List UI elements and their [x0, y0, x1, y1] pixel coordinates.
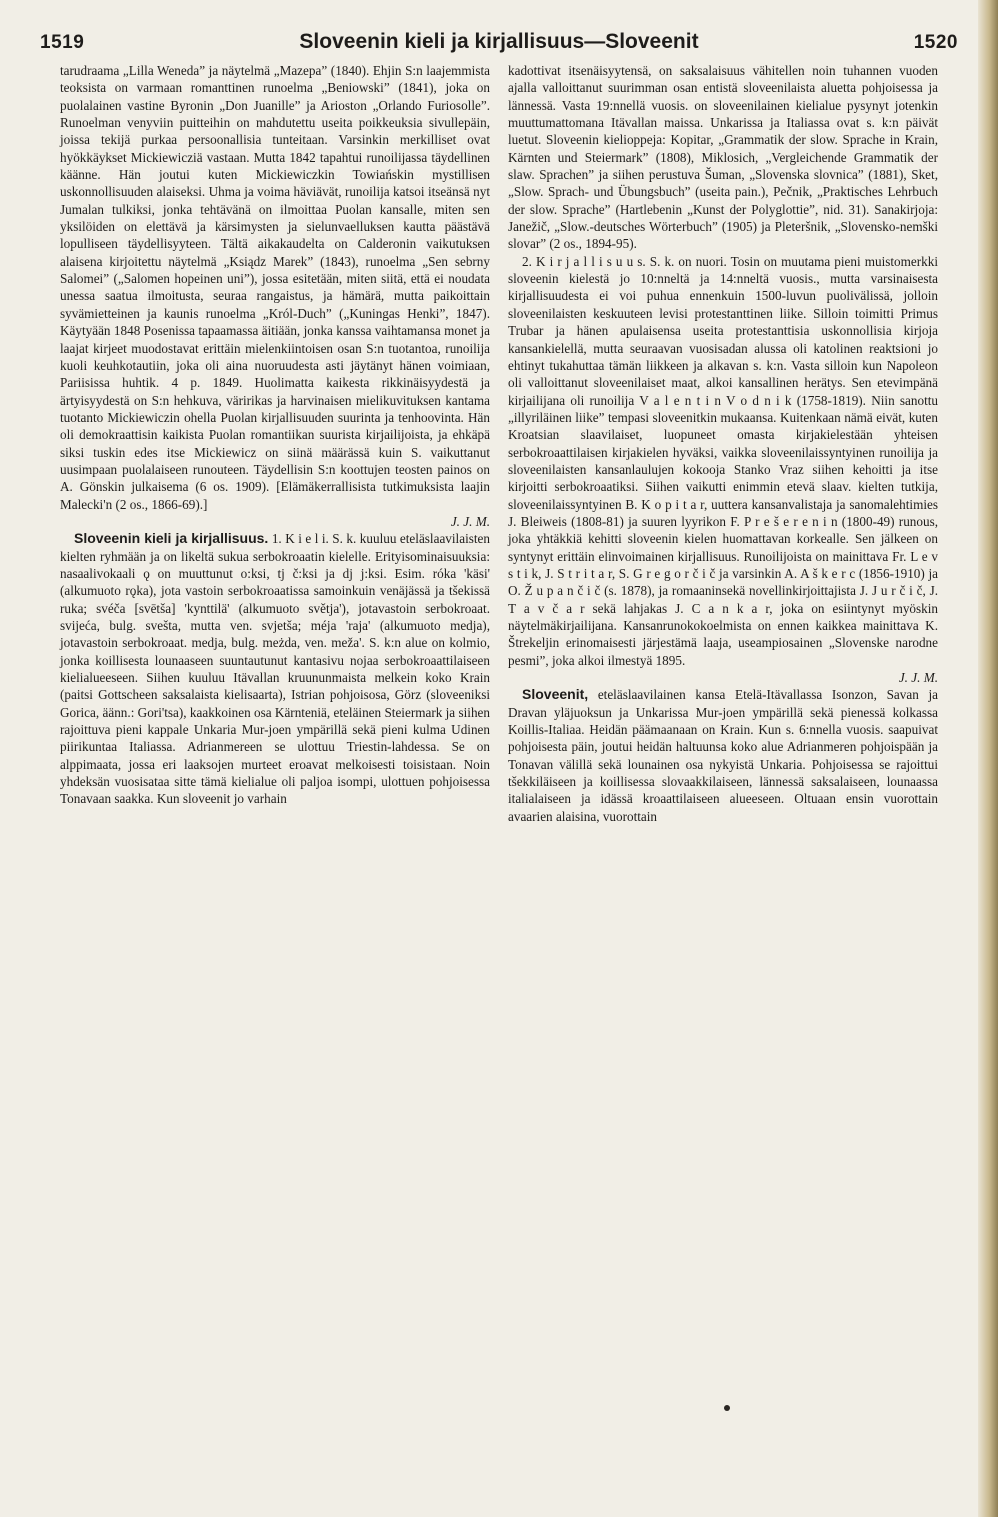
article-entry: [508, 686, 938, 825]
paragraph: kadottivat itsenäisyytensä, on saksalaisuus vähitellen noin tuhannen vuoden ajalla valloittanut suurimman osan entistä sloveenilaista aluetta pohjoisessa ja lännessä. Vasta 19:nnellä vuosis. on sloveenilainen kielialue pysynyt jotenkin muuttumattomana Itävallan maissa. Unkarissa ja Italiassa ovat s. k:n päivät luetut. Sloveenin kielioppeja: Kopitar, „Grammatik der slow. Sprache in Krain, Kärnten und Steiermark” (1808), Miklosich, „Vergleichende Grammatik der slaw. Sprachen” ja siihen perustuva Šuman, „Slovenska slovnica” (1881), Sket, „Slow. Sprach- und Übungsbuch” (useita pain.), Pečnik, „Praktisches Lehrbuch der slow. Sprache” (Hartlebenin „Kunst der Polyglottie”, nid. 31). Sanakirjoja: Janežič, „Slow.-deutsches Wörterbuch” (1905) ja Pleteršnik, „Slovensko-nemški slovar” (2 os., 1894-95).: [508, 63, 938, 252]
paragraph: eteläslaavilainen kansa Etelä-Itävallassa Isonzon, Savan ja Dravan yläjuoksun ja Unkarissa Mur-joen ympärillä sekä pienessä kolkassa Koillis-Italiaa. Heidän päämaanaan on Krain. Kun s. 6:nnella vuosis. saapuivat pohjoisesta päin, joutui heidän haltuunsa koko alue Adrianmeren pohjoispään ja Tonavan välillä sekä lounainen osa nykyistä Unkaria. Pohjoisessa se rajoittui tšekkiläiseen ja koillisessa slovaakkilaiseen, lännessä saksalaiseen, lounaassa italialaiseen ja idässä kroaattilaiseen alueeseen. Oltuaan ensin vuorottain avaarien alaisina, vuorottain: [508, 687, 938, 824]
page-number-left: 1519: [40, 32, 85, 53]
entry-heading: Sloveenit,: [522, 686, 589, 703]
right-column: [508, 62, 938, 825]
paragraph: 2. K i r j a l l i s u u s. S. k. on nuori. Tosin on muutama pieni muistomerkki sloveenin kielestä jo 10:nneltä ja 14:nneltä vuosis., mutta varsinaisesta kirjallisuudesta ei voi puhua ennenkuin 1500-luvun puolivälissä, jolloin sloveenilaisten keskuuteen levisi protestanttinen liike. Silloin toimitti Primus Trubar ja hänen apulaisensa useita protestanttisia uskonnollisia kirjoja kansankielellä, mutta seuraavan vuosisadan alussa oli katolinen reaktsioni jo ehtinyt tukahuttaa tämän liikkeen ja alkavan s. k:n. Vasta silloin kun Napoleon oli valloittanut sloveenilaiset maat, alkoi kansallinen herätys. Sen etevimpänä kirjailijana oli runoilija V a l e n t i n V o d n i k (1758-1819). Niin sanottu „illyriläinen liike” tempasi sloveenitkin mukaansa. Kuitenkaan nämä eivät, kuten Kroatsian slaavilaiset, luopuneet omasta kirjakielestään yhteisen serbokroaattilaisen kirjakielen hyväksi, vaikka sloveenilaissyntyinen runoilija ja sloveenilaisten kansanlaulujen kokooja Stanko Vraz siihen kehoitti ja itse kirjoitti serbokroaatiksi. Siihen vaikutti enimmin etevä slaav. kielten tutkija, sloveenilaissyntyinen B. K o p i t a r, uuttera kansanvalistaja ja sanomalehtimies J. Bleiweis (1808-81) ja suuren lyyrikon F. P r e š e r e n i n (1800-49) runous, joka yhtäkkiä kehitti sloveenin kielen huomattavan korkealle. Sen jälkeen on syntynyt erittäin elinvoimainen kirjallisuus. Runoilijoista on mainittava Fr. L e v s t i k, J. S t r i t a r, S. G r e g o r č i č ja varsinkin A. A š k e r c (1856-1910) ja O. Ž u p a n č i č (s. 1878), ja romaaninsekä novellinkirjoittajista J. J u r č i č, J. T a v č a r sekä lahjakas J. C a n k a r, joka on esiintynyt myöskin näytelmäkirjailijana. Kansanrunokokoelmista on ennen kaikkea mainittava K. Štrekeljin erinomaisesti järjestämä laaja, useampiosainen „Slovenske narodne pesmi”, joka alkoi ilmestyä 1895.: [508, 253, 938, 668]
signature: J. J. M.: [898, 670, 938, 686]
entry-heading: Sloveenin kieli ja kirjallisuus.: [74, 530, 269, 547]
article-entry: [60, 530, 490, 808]
left-column: [60, 62, 490, 808]
page-number-right: 1520: [913, 32, 958, 53]
paragraph: tarudraama „Lilla Weneda” ja näytelmä „Mazepa” (1840). Ehjin S:n laajemmista teoksista on varmaan romanttinen runoelma „Beniowski” (1841), joka on puolalainen vastine Byronin „Don Juanille” ja Arioston „Orlando Furiosolle”. Runoelman venyviin puitteihin on mahdutettu useita poikkeuksia sivullepäin, joissa tekijä purkaa persoonallisia tunteitaan. Varsinkin merkilliset ovat hyökkäykset Mickiewicziä vastaan. Mutta 1842 tapahtui runoilijassa täydellinen käänne. Hän joutui kuten Mickiewiczkin Towiańskin mystillisen uskonnollisuuden alaiseksi. Uhma ja voima häviävät, runoilija katsoi itseänsä nyt Jumalan tulkiksi, jonka tehtävänä on ilmoittaa Puolan kansalle, miten sen yksilöiden on elettävä ja kärsimysten ja sielunvaelluksen kautta päästävä lopulliseen täydellisyyteen. Tältä aikakaudelta on Calderonin vaikutuksen alaisena kirjoitettu näytelmä „Ksiądz Marek” (1843), runoelma „Sen sebrny Salomei” („Salomen hopeinen uni”), jossa esitetään, miten siitä, että ei noudata unessa saatua ilmoitusta, seuraa rangaistus, ja hämärä, mutta paikoittain syvämietteinen ja kaunis runoelma „Król-Duch” („Kuningas Henki”, 1847). Käytyään 1848 Posenissa tapaamassa äitiään, jonka kanssa vaihtamansa monet ja laajat kirjeet muodostavat erittäin mielenkiintoisen osan S:n tuotantoa, runoilija kuoli keuhkotautiin, joka oli aina nuoruudesta asti jäytänyt hänen voimiaan, Pariisissa huhtik. 4 p. 1849. Huolimatta kaikesta rikkinäisyydestä ja ärtyisyydestä on S:n hehkuva, väririkas ja harvinaisen mielikuvituksen kantama tuotanto Mickiewiczin ohella Puolan kirjallisuuden suurinta ja tenhoovinta. Hän oli demokraattisin kaikista Puolan romantiikan suurista kirjailijoista, ja ehkäpä siksi tuskin edes itse Mickiewicz on siinä määrässä kuin S. vaikuttanut uusimpaan puolalaiseen runouteen. Täydellisin S:n koottujen teosten painos on A. Gönskin julkaisema (6 os. 1909). [Elämäkerrallisista tutkimuksista laajin Malecki'n (2 os., 1866-69).]: [60, 63, 490, 512]
page-edge: [978, 0, 998, 1517]
signature: J. J. M.: [450, 513, 490, 529]
paragraph: 1. K i e l i. S. k. kuuluu eteläslaavilaisten kielten ryhmään ja on likeltä sukua serbokroaatin kielelle. Erityisominaisuuksia: nasaalivokaali ǫ on muuttunut o:ksi, tj č:ksi ja dj j:ksi. Esim. róka 'käsi' (alkumuoto rǫka), jota vastoin serbokroaatissa samoinkuin venäjässä ja tšekissä ruka; svéča [svētša] 'kynttilä' (alkumuoto světja'), jotavastoin serbokroaat. svijeća, bulg. svešta, mutta ven. svjetša; méja 'raja' (alkumuoto medja), jotavastoin serbokroaat. medja, bulg. meżda, ven. meža'. S. k:n alue on kolmio, jonka koillisesta lounaaseen suuntautunut kantasivu nojaa serbokroaattilaiseen kielialueeseen. Siihen kuuluu Itävallan kruununmaista melkein koko Krain (paitsi Gottscheen saksalaista kielisaarta), Istrian pohjoisosa, Görz (sloveeniksi Gorica, äänn.: Gori'tsa), kaakkoinen osa Kärnteniä, eteläinen Steiermark ja siihen rajoittuva pieni kappale Unkaria Mur-joen ympärillä sekä pieni kulma Udinen piirikuntaa Italiassa. Adrianmereen se ulottuu Triestin-lahdessa. Se on alppimaata, jossa eri laaksojen murteet eroavat melkoisesti toisistaan. Noin yhdeksän vuosisataa sitte tämä kielialue oli paljoa isompi, ulottuen pohjoisessa Tonavaan saakka. Kun sloveenit jo varhain: [60, 531, 490, 807]
page-header: [40, 30, 958, 60]
running-title: Sloveenin kieli ja kirjallisuus—Sloveenit: [299, 30, 699, 53]
ink-dot: [724, 1405, 730, 1411]
